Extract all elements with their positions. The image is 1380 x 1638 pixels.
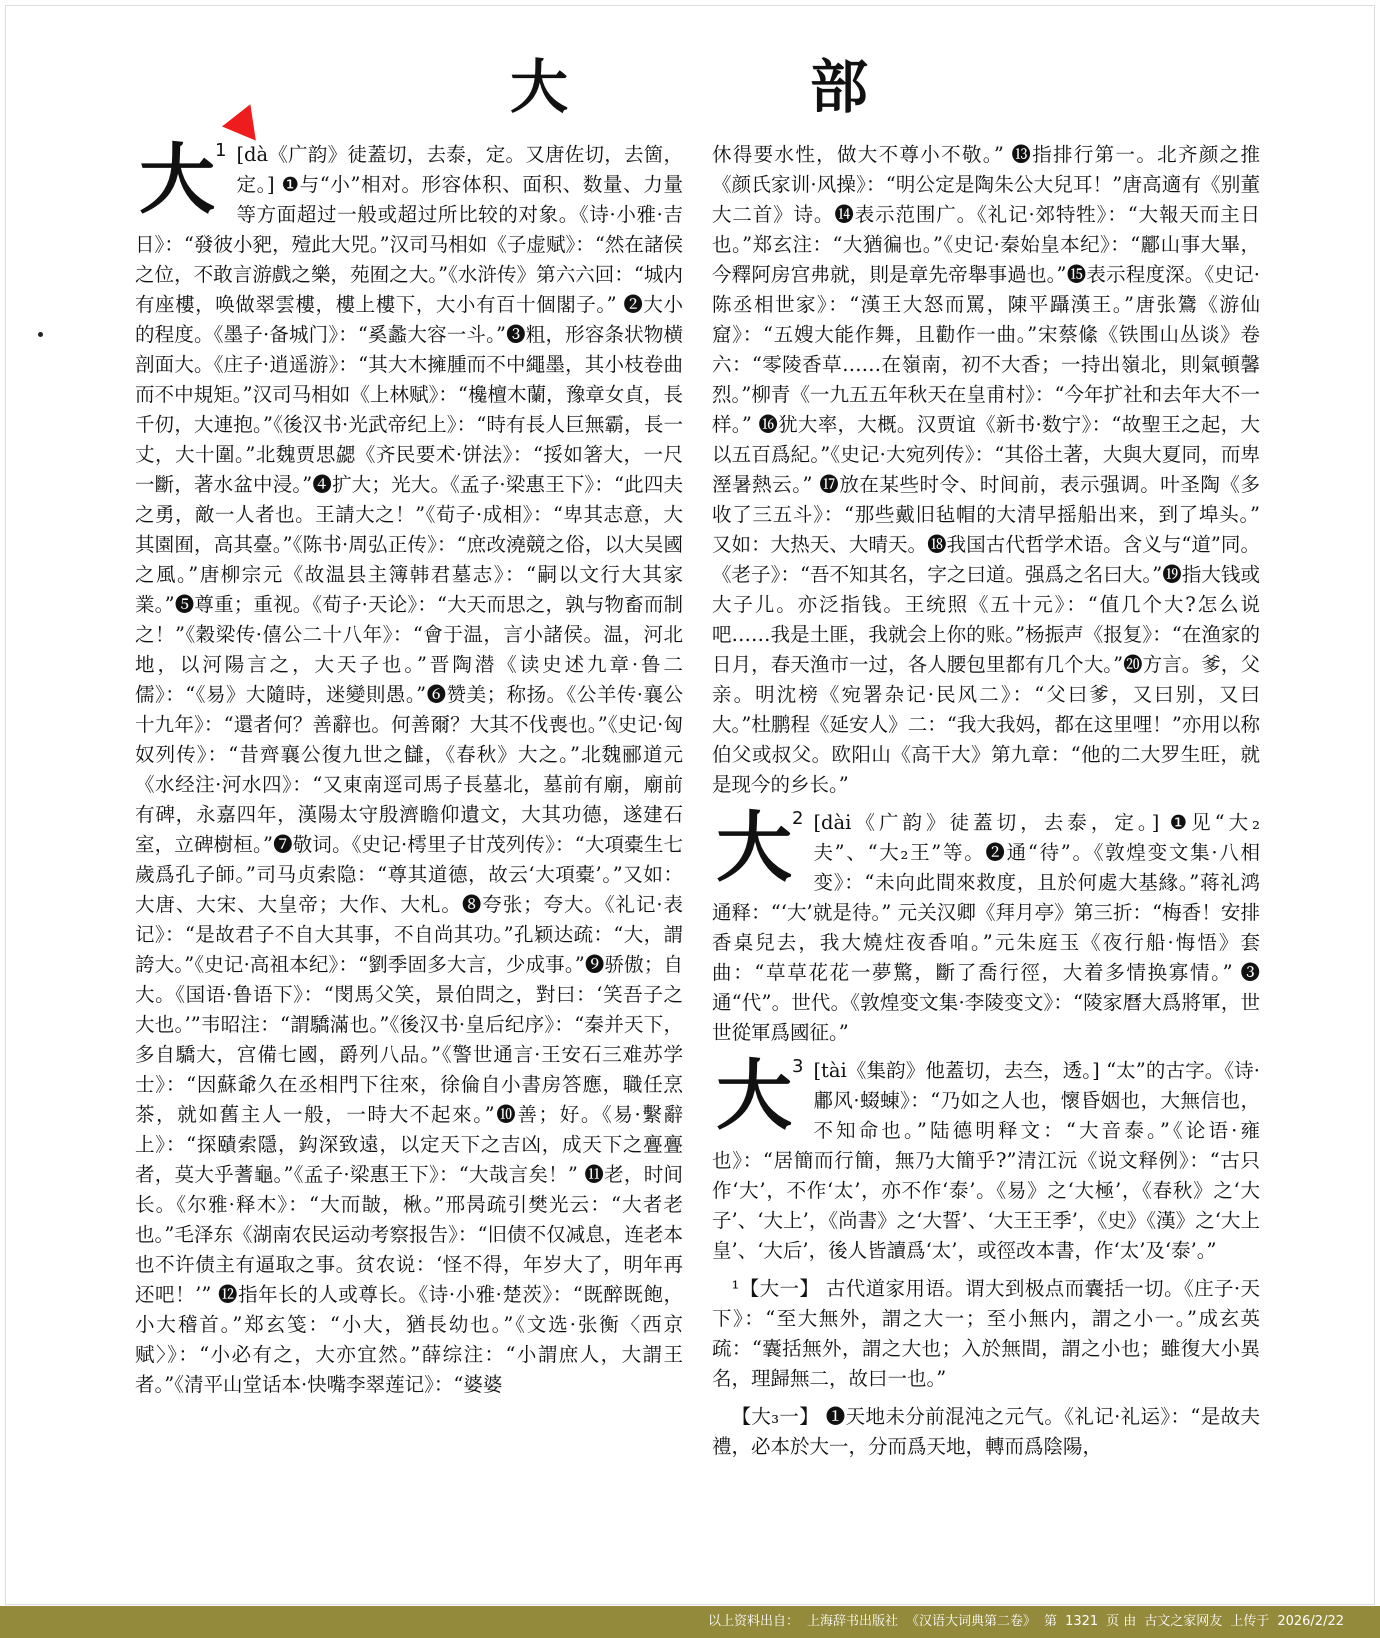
right-column [712,140,1260,1462]
footer-date: 2026/2/22 [1277,1614,1344,1629]
footer-book: 《汉语大词典第二卷》 [906,1614,1037,1629]
entry-sup-da1: 1 [215,140,227,161]
margin-dot [38,332,43,337]
subentry-da-yi-1: ¹【大一】 古代道家用语。谓大到极点而囊括一切。《庄子·天下》：“至大無外，謂之大一；至小無内，謂之小一。”成玄英疏：“囊括無外，謂之大也；入於無間，謂之小也；雖復大小異名，理歸無二，故曰一也。” [712,1277,1260,1390]
entry-da3 [712,1051,1260,1266]
footer-publisher: 上海辞书出版社 [807,1614,899,1629]
footer-source-label: 以上资料出自： [708,1614,800,1629]
entry-head-da1: 大$^1$ [139,135,227,224]
entry-text-da1-part2: 休得要水性，做大不尊小不敬。” ⓭指排行第一。北齐颜之推《颜氏家训·风操》：“明公定是陶朱公大兒耳！”唐高適有《别董大二首》诗。⓮表示范围广。《礼记·郊特牲》：“大報天而主日也。”郑玄注：“大猶徧也。”《史记·秦始皇本纪》：“酈山事大畢，今釋阿房宫弗就，則是章先帝舉事過也。”⓯表示程度深。《史记·陈丞相世家》：“漢王大怒而罵，陳平躡漢王。”唐张鷟《游仙窟》：“五嫂大能作舞，且勸作一曲。”宋蔡絛《铁围山丛谈》卷六：“零陵香草……在嶺南，初不大香；一持出嶺北，則氣頓馨烈。”柳青《一九五五年秋天在皇甫村》：“今年扩社和去年大不一样。” ⓰犹大率，大概。汉贾谊《新书·数宁》：“故聖王之起，大以五百爲紀。”《史记·大宛列传》：“其俗土著，大與大夏同，而卑溼暑熱云。” ⓱放在某些时令、时间前，表示强调。叶圣陶《多收了三五斗》：“那些戴旧毡帽的大清早摇船出来，到了埠头。” 又如：大热天、大晴天。⓲我国古代哲学术语。含义与“道”同。《老子》：“吾不知其名，字之曰道。强爲之名曰大。”⓳指大钱或大子儿。亦泛指钱。王统照《五十元》：“值几个大?怎么说吧……我是土匪，我就会上你的账。”杨振声《报复》：“在渔家的日月，春天渔市一过，各人腰包里都有几个大。”⓴方言。爹，父亲。明沈榜《宛署杂记·民风二》：“父曰爹，又曰别，又曰大。”杜鹏程《延安人》二：“我大我妈，都在这里哩！”亦用以称伯父或叔父。欧阳山《高干大》第九章：“他的二大罗生旺，就是现今的乡长。” [712,143,1260,796]
section-title-left: 大 [509,53,570,121]
entry-text-da2: [dài《广韵》徒蓋切，去泰，定。] ❶见“大₂夫”、“大₂王”等。❷通“待”。《敦煌变文集·八相变》：“未向此間來救度，且於何處大基緣。”蒋礼鸿通释：“‘大’就是待。” 元关汉卿《拜月亭》第三折：“梅香！安排香桌兒去，我大燒炷夜香咱。”元朱庭玉《夜行船·悔悟》套曲：“草草花花一夢驚，斷了喬行徑，大着多情换寡情。” ❸通“代”。世代。《敦煌变文集·李陵变文》：“陵家曆大爲將軍，世世從軍爲國征。” [712,811,1260,1044]
entry-sup-da3: 3 [792,1056,804,1077]
entry-text-da1-part1: [dà《广韵》徒蓋切，去泰，定。又唐佐切，去箇，定。] ❶与“小”相对。形容体积、面积、数量、力量等方面超过一般或超过所比较的对象。《诗·小雅·吉日》：“發彼小豝，殪此大兕。”汉司马相如《子虚赋》：“然在諸侯之位，不敢言游戲之樂，苑囿之大。”《水浒传》第六六回：“城内有座樓，唤做翠雲樓，樓上樓下，大小有百十個閣子。” ❷大小的程度。《墨子·备城门》：“奚蠡大容一斗。”❸粗，形容条状物横剖面大。《庄子·逍遥游》：“其大木擁腫而不中繩墨，其小枝卷曲而不中規矩。”汉司马相如《上林赋》：“欃檀木蘭，豫章女貞，長千仞，大連抱。”《後汉书·光武帝纪上》：“時有長人巨無霸，長一丈，大十圍。”北魏贾思勰《齐民要术·饼法》：“挼如箸大，一尺一斷，著水盆中浸。”❹扩大；光大。《孟子·梁惠王下》：“此四夫之勇，敵一人者也。王請大之！”《荀子·成相》：“卑其志意，大其園囿，高其臺。”《陈书·周弘正传》：“庶改澆競之俗，以大吴國之風。”唐柳宗元《故温县主簿韩君墓志》：“嗣以文行大其家業。”❺尊重；重视。《荀子·天论》：“大天而思之，孰与物畜而制之！”《穀梁传·僖公二十八年》：“會于温，言小諸侯。温，河北地，以河陽言之，大天子也。”晋陶潜《读史述九章·鲁二儒》：“《易》大隨時，迷變則愚。”❻赞美；称扬。《公羊传·襄公十九年》：“還者何？善辭也。何善爾？大其不伐喪也。”《史记·匈奴列传》：“昔齊襄公復九世之讎，《春秋》大之。”北魏郦道元《水经注·河水四》：“又東南逕司馬子長墓北，墓前有廟，廟前有碑，永嘉四年，漢陽太守殷濟瞻仰遺文，大其功德，遂建石室，立碑樹桓。”❼敬词。《史记·樗里子甘茂列传》：“大項橐生七歲爲孔子師。”司马贞索隐：“尊其道德，故云‘大項橐’。”又如：大唐、大宋、大皇帝；大作、大札。❽夸张；夸大。《礼记·表记》：“是故君子不自大其事，不自尚其功。”孔颖达疏：“大，謂誇大。”《史记·高祖本纪》：“劉季固多大言，少成事。”❾骄傲；自大。《国语·鲁语下》：“閔馬父笑，景伯問之，對曰：‘笑吾子之大也。’”韦昭注：“謂驕滿也。”《後汉书·皇后纪序》：“秦并天下，多自驕大，宫備七國，爵列八品。”《警世通言·王安石三难苏学士》：“因蘇爺久在丞相門下往來，徐倫自小書房答應，職任烹茶，就如舊主人一般，一時大不起來。”❿善；好。《易·繫辭上》：“探賾索隱，鈎深致遠，以定天下之吉凶，成天下之亹亹者，莫大乎蓍龜。”《孟子·梁惠王下》：“大哉言矣！” ⓫老，时间长。《尔雅·释木》：“大而皵，楸。”邢昺疏引樊光云：“大者老也。”毛泽东《湖南农民运动考察报告》：“旧债不仅减息，连老本也不许债主有逼取之事。贫农说：‘怪不得，年岁大了，明年再还吧！’” ⓬指年长的人或尊长。《诗·小雅·楚茨》：“既醉既飽，小大稽首。”郑玄笺：“小大，猶長幼也。”《文选·张衡〈西京赋〉》：“小必有之，大亦宜然。”薛综注：“小謂庶人，大謂王者。”《清平山堂话本·快嘴李翠莲记》：“婆婆 [135,143,683,1396]
footer-page-label: 第 [1044,1614,1058,1629]
entry-da1 [135,135,683,1400]
entry-head-da3: 大$^3$ [716,1051,804,1140]
source-footer [0,1606,1380,1638]
footer-uploader: 古文之家网友 [1144,1614,1223,1629]
entry-text-da3: [tài《集韵》他蓋切，去夳，透。] “太”的古字。《诗·鄘风·蝃蝀》：“乃如之人也，懷昏姻也，大無信也，不知命也。”陆德明释文：“大音泰。”《论语·雍也》：“居簡而行簡，無乃大簡乎?”清江沅《说文释例》：“古只作‘大’，不作‘太’，亦不作‘泰’。《易》之‘大極’，《春秋》之‘大子’、‘大上’，《尚書》之‘大誓’、‘大王王季’，《史》《漢》之‘大上皇’、‘大后’，後人皆讀爲‘太’，或徑改本書，作‘太’及‘泰’。” [712,1059,1260,1262]
section-title [0,40,1380,124]
entry-da2 [712,803,1260,1048]
entry-sup-da2: 2 [792,808,804,829]
left-column [135,135,683,1400]
entry-head-da2: 大$^2$ [716,803,804,892]
footer-uploaded-label: 上传于 [1230,1614,1270,1629]
section-title-right: 部 [810,53,871,121]
footer-page-number: 1321 [1065,1614,1099,1629]
subentry-da-yi-3: 【大₃一】 ❶天地未分前混沌之元气。《礼记·礼运》：“是故夫禮，必本於大一，分而爲天地，轉而爲陰陽， [712,1405,1260,1458]
footer-page-suffix: 页 由 [1106,1614,1137,1629]
